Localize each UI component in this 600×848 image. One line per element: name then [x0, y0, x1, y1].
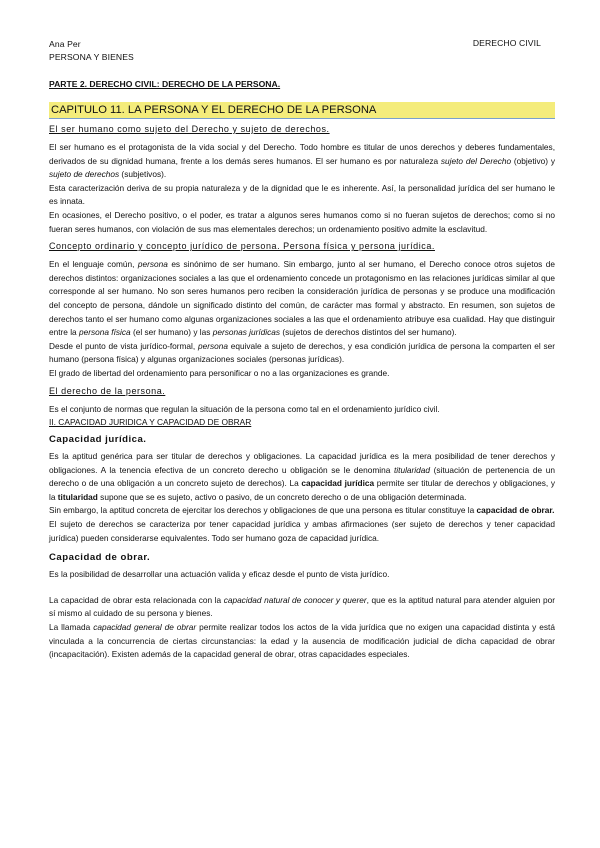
paragraph: Esta caracterización deriva de su propia naturaleza y de la dignidad que le es inherente. Así, la personalidad jurídica del ser humano le es innata. [49, 182, 555, 207]
section-title-sujeto: El ser humano como sujeto del Derecho y sujeto de derechos. [49, 124, 330, 134]
paragraph: En el lenguaje común, persona es sinónimo de ser humano. Sin embargo, junto al ser humano, el Derecho conoce otros sujetos de derechos distintos: organizaciones sociales a las que el ordenamiento concede un protagonismo en las relaciones jurídicas similar al que corresponde al ser humano. No son seres humanos pero reciben la consideración jurídica de personas y se produce una modificación del concepto de persona, dándole un significado distinto del común, de carácter mas formal y abstracto. En resumen, son sujetos de derechos tanto el ser humano como algunas organizaciones sociales a las que el ordenamiento atribuye esa cualidad. Hay que distinguir entre la persona física (el ser humano) y las personas jurídicas (sujetos de derechos distintos del ser humano). [49, 259, 555, 338]
header-author: Ana Per [49, 39, 81, 49]
paragraph: El ser humano es el protagonista de la vida social y del Derecho. Todo hombre es titular de unos derechos y deberes fundamentales, derivados de su dignidad humana, frente a los demás seres humanos. El ser humano es por naturaleza sujeto del Derecho (objetivo) y sujeto de derechos (subjetivos). [49, 142, 556, 180]
section-title-concepto-persona: Concepto ordinario y concepto jurídico de persona. Persona física y persona jurídica. [49, 241, 435, 252]
paragraph: Desde el punto de vista jurídico-formal, persona equivale a sujeto de derechos, y esa condición jurídica de persona la comparten el ser humano (persona física) y algunas organizaciones sociales (personas jurídicas). [49, 340, 555, 365]
header-subject: PERSONA Y BIENES [49, 52, 134, 62]
section-title-derecho-persona: El derecho de la persona. [49, 385, 166, 396]
chapter-title: CAPITULO 11. LA PERSONA Y EL DERECHO DE LA PERSONA [49, 102, 555, 119]
subheading-capacidad: II. CAPACIDAD JURIDICA Y CAPACIDAD DE OBRAR [49, 417, 252, 428]
paragraph: El sujeto de derechos se caracteriza por tener capacidad jurídica y ambas afirmaciones (ser sujeto de derechos y tener capacidad jurídica) pueden considerarse equivalentes. Todo ser humano goza de capacidad jurídica. [49, 519, 555, 543]
paragraph: En ocasiones, el Derecho positivo, o el poder, es tratar a algunos seres humanos como si no fueran sujetos de derechos; como si no fueran seres humanos, con violación de sus mas elementales derechos; un ordenamiento positivo admite la esclavitud. [49, 209, 555, 234]
paragraph: La capacidad de obrar esta relacionada con la capacidad natural de conocer y querer, que es la aptitud natural para atender alguien por sí mismo al cuidado de su persona y bienes. [49, 594, 555, 619]
paragraph: El grado de libertad del ordenamiento para personificar o no a las organizaciones es grande. [49, 367, 390, 378]
paragraph: Es la posibilidad de desarrollar una actuación valida y eficaz desde el punto de vista jurídico. [49, 569, 390, 580]
paragraph: La llamada capacidad general de obrar permite realizar todos los actos de la vida jurídica que no exigen una capacidad distinta y está vinculada a la concurrencia de ciertas circunstancias: la edad y la ausencia de modificación judicial de dicha capacidad de obrar (incapacitación). Existen además de la capacidad general de obrar, otras capacidades especiales. [49, 622, 555, 660]
section-title-capacidad-juridica: Capacidad jurídica. [49, 434, 147, 446]
document-page [49, 38, 555, 662]
section-title-capacidad-obrar: Capacidad de obrar. [49, 552, 151, 564]
paragraph: Es la aptitud genérica para ser titular de derechos y obligaciones. La capacidad jurídica es la mera posibilidad de tener derechos y obligaciones. A la tenencia efectiva de un concreto derecho u obligación se le denomina titularidad (situación de pertenencia de un derecho o de una obligación a un concreto sujeto de derechos). La capacidad jurídica permite ser titular de derechos y obligaciones, y la titularidad supone que se es sujeto, activo o pasivo, de un concreto derecho o de una obligación determinada. [49, 451, 555, 502]
part-title: PARTE 2. DERECHO CIVIL: DERECHO DE LA PERSONA. [49, 79, 281, 89]
header-course: DERECHO CIVIL [472, 38, 541, 48]
paragraph: Es el conjunto de normas que regulan la situación de la persona como tal en el ordenamiento jurídico civil. [49, 403, 440, 414]
paragraph: Sin embargo, la aptitud concreta de ejercitar los derechos y obligaciones de que una persona es titular constituye la capacidad de obrar. [49, 505, 555, 516]
